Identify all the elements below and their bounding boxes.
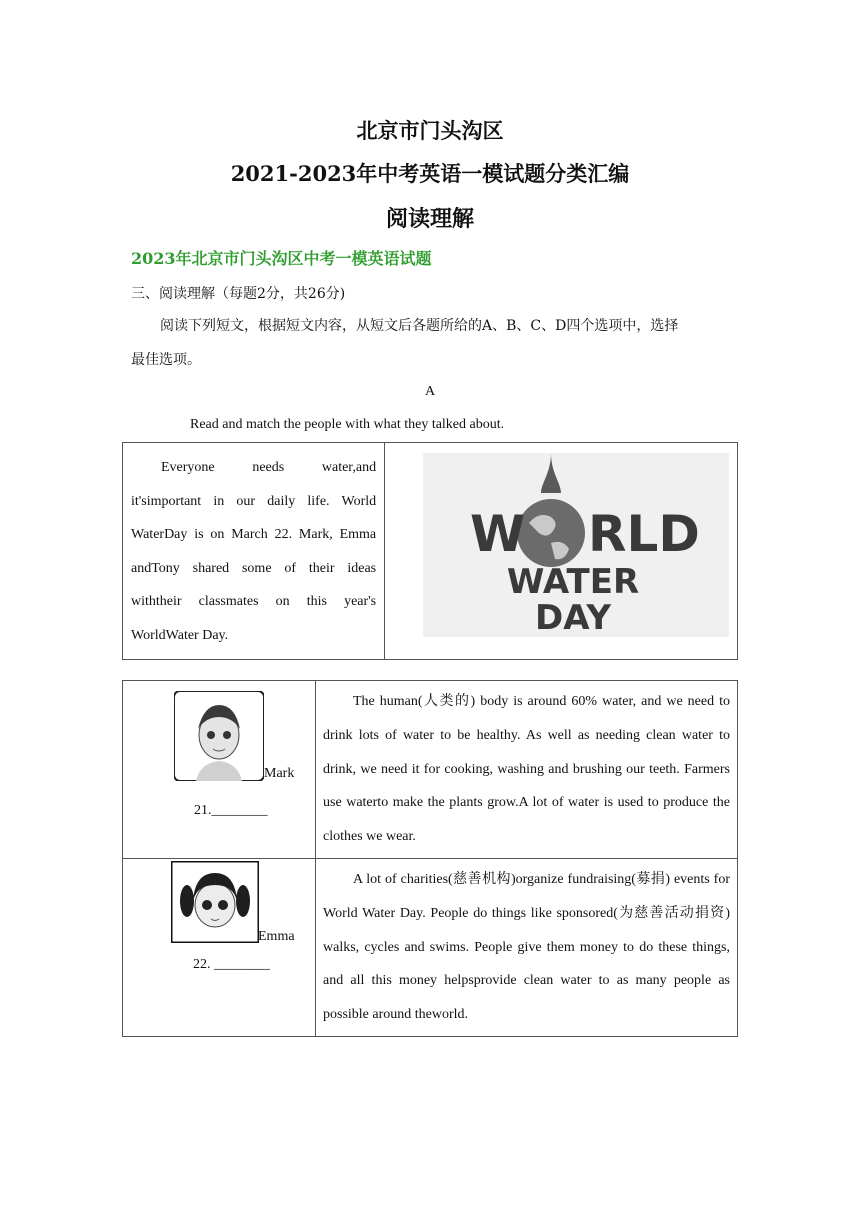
person-cell-mark <box>123 681 316 859</box>
person-name-emma: Emma <box>258 928 295 944</box>
answer-blank-21: 21.________ <box>194 803 268 818</box>
mark-avatar <box>174 691 264 781</box>
task-instruction: Read and match the people with what they talked about. <box>190 417 505 432</box>
answer-blank-22: 22. ________ <box>193 956 270 972</box>
world-water-day-logo <box>423 453 729 637</box>
logo-letter-w: W <box>470 505 526 563</box>
world-water-day-logo-cell <box>385 443 738 660</box>
part-title: 三、阅读理解（每题2分，共26分) <box>131 286 346 302</box>
instruction-line-1: 阅读下列短文，根据短文内容，从短文后各题所给的A、B、C、D四个选项中，选择 <box>160 318 679 334</box>
emma-avatar <box>171 861 259 943</box>
logo-word-rld: RLD <box>588 505 700 563</box>
table-row <box>123 858 738 1036</box>
logo-word-day: DAY <box>535 598 612 637</box>
emma-passage <box>316 858 738 1036</box>
intro-text: Everyone needs water,and it'simportant in our daily life. World WaterDay is on March 22. Mark, Emma andTony shared some of their ideas withtheir classmates on this year's WorldWater Day. <box>123 443 385 660</box>
instruction-line-2: 最佳选项。 <box>131 352 201 368</box>
match-table <box>122 680 738 1037</box>
emma-passage-text: A lot of charities(慈善机构)organize fundraising(募捐) events for World Water Day. People do things like sponsored(为慈善活动捐资) walks, cycles and swims. People give them money to do these things, and all this money helpsprovide clean water to as many people as possible around theworld. <box>323 871 730 1023</box>
doc-title-district: 北京市门头沟区 <box>356 118 504 143</box>
intro-table <box>122 442 738 660</box>
passage-letter: A <box>424 384 436 399</box>
mark-passage-text: The human(人类的) body is around 60% water, and we need to drink lots of water to be healthy. As well as needing clean water to drink, we need it for cooking, washing and brushing our teeth. Farmers use waterto make the plants grow.A lot of water is used to produce the clothes we wear. <box>323 694 730 845</box>
doc-title-collection: 2021-2023年中考英语一模试题分类汇编 <box>230 161 630 186</box>
table-row <box>123 681 738 859</box>
doc-title-topic: 阅读理解 <box>385 206 474 232</box>
person-cell-emma <box>123 858 316 1036</box>
logo-word-water: WATER <box>507 562 640 602</box>
person-name-mark: Mark <box>264 766 295 781</box>
exam-source-heading: 2023年北京市门头沟区中考一模英语试题 <box>131 249 432 268</box>
mark-passage <box>316 681 738 859</box>
